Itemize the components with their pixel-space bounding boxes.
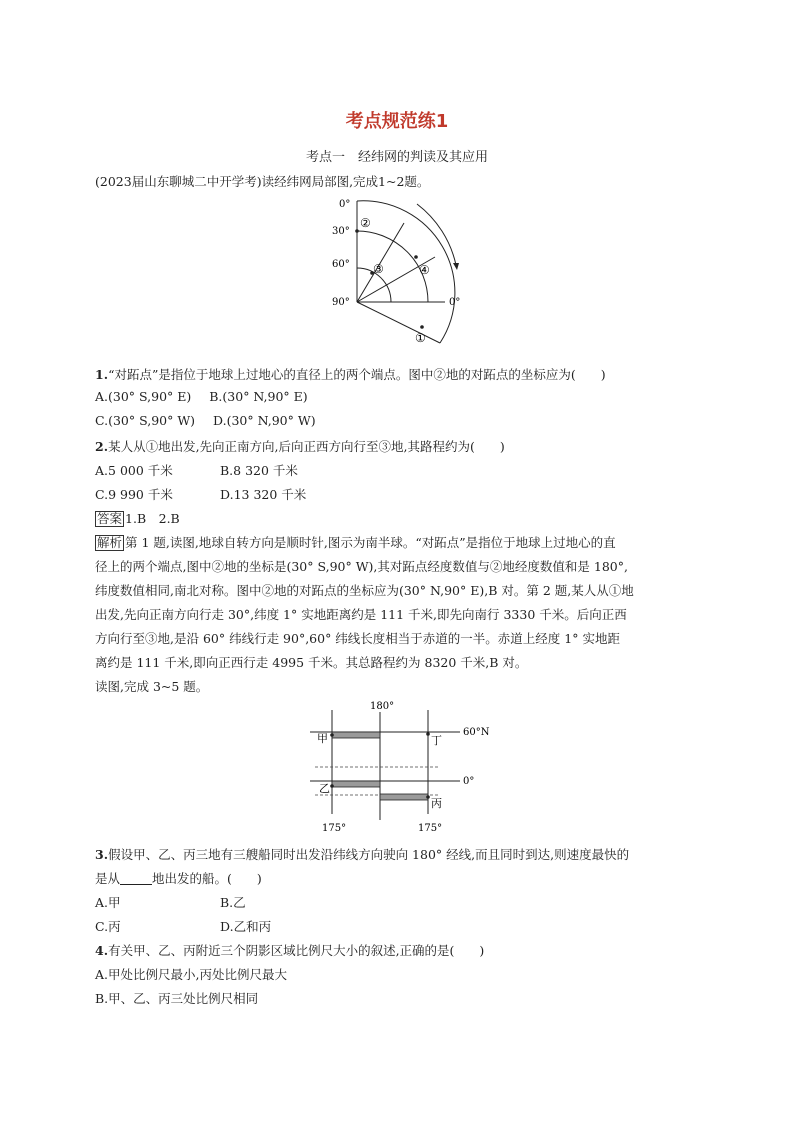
- question-1: 1.“对跖点”是指位于地球上过地心的直径上的两个端点。图中②地的对跖点的坐标应为( ): [95, 367, 606, 382]
- label-175-right: 175°: [418, 823, 443, 834]
- arrow-head-icon: [453, 263, 459, 270]
- label-180: 180°: [370, 701, 395, 712]
- question-2-options-cd: C.9 990 千米 D.13 320 千米: [95, 487, 307, 502]
- marker-4: ④: [419, 263, 430, 277]
- marker-1: ①: [415, 331, 426, 345]
- analysis-tag: 解析: [97, 535, 123, 550]
- analysis-line-6: 离约是 111 千米,即向正西行走 4995 千米。其总路程约为 8320 千米,B 对。: [95, 655, 528, 670]
- place-yi: 乙: [319, 782, 330, 795]
- question-3-options-ab: A.甲 B.乙: [95, 895, 246, 910]
- label-90: 90°: [332, 297, 350, 308]
- place-jia: 甲: [317, 732, 328, 745]
- marker-2: ②: [360, 216, 371, 230]
- graticule-figure: [325, 193, 470, 348]
- page-title: 考点规范练1: [345, 111, 449, 132]
- analysis-line-1: 解析 第 1 题,读图,地球自转方向是顺时针,图示为南半球。“对跖点”是指位于地球上过地心的直: [97, 535, 616, 550]
- question-4-option-a: A.甲处比例尺最小,丙处比例尺最大: [95, 967, 287, 982]
- question-3: 3.假设甲、乙、丙三地有三艘船同时出发沿纬线方向驶向 180° 经线,而且同时到达,则速度最快的: [95, 847, 630, 862]
- question-2-options-ab: A.5 000 千米 B.8 320 千米: [95, 463, 298, 478]
- rotation-arrow: [417, 204, 456, 265]
- question-4: 4.有关甲、乙、丙附近三个阴影区域比例尺大小的叙述,正确的是( ): [95, 943, 485, 958]
- place-bing: 丙: [431, 797, 442, 810]
- answer-line: 答案 1.B 2.B: [97, 511, 180, 526]
- question-4-option-b: B.甲、乙、丙三处比例尺相同: [95, 991, 259, 1006]
- analysis-line-4: 出发,先向正南方向行走 30°,纬度 1° 实地距离约是 111 千米,即先向南行 3330 千米。后向正西: [95, 607, 627, 622]
- label-60n: 60°N: [463, 727, 490, 738]
- label-0-right: 0°: [449, 297, 461, 308]
- question-3-line-2: 是从 地出发的船。( ): [95, 871, 262, 886]
- answer-tag: 答案: [97, 511, 123, 526]
- question-3-options-cd: C.丙 D.乙和丙: [95, 919, 272, 934]
- place-ding: 丁: [431, 734, 442, 747]
- analysis-line-2: 径上的两个端点,图中②地的坐标是(30° S,90° W),其对跖点经度数值与②地经度数值和是 180°,: [95, 559, 628, 574]
- label-175-left: 175°: [322, 823, 347, 834]
- label-30: 30°: [332, 226, 350, 237]
- analysis-line-5: 方向行至③地,是沿 60° 纬线行走 90°,60° 纬线长度相当于赤道的一半。赤道上经度 1° 实地距: [95, 631, 620, 646]
- intro-3-5: 读图,完成 3~5 题。: [95, 679, 209, 694]
- marker-3: ③: [373, 262, 384, 276]
- shaded-area-yi: [332, 781, 380, 787]
- question-1-options-ab: A.(30° S,90° E) B.(30° N,90° E): [95, 389, 308, 404]
- section-heading: 考点一 经纬网的判读及其应用: [305, 150, 488, 165]
- meridian-south: [357, 302, 440, 343]
- intro-1-2: (2023届山东聊城二中开学考)读经纬网局部图,完成1~2题。: [95, 174, 430, 189]
- dateline-figure: [300, 700, 500, 835]
- label-0-top: 0°: [339, 199, 351, 210]
- shaded-area-bing: [380, 794, 428, 800]
- label-60: 60°: [332, 259, 350, 270]
- question-2: 2.某人从①地出发,先向正南方向,后向正西方向行至③地,其路程约为( ): [95, 439, 505, 454]
- shaded-area-jia: [332, 732, 380, 738]
- analysis-line-3: 纬度数值相同,南北对称。图中②地的对跖点的坐标应为(30° N,90° E),B 对。第 2 题,某人从①地: [95, 583, 634, 598]
- question-1-options-cd: C.(30° S,90° W) D.(30° N,90° W): [95, 413, 316, 428]
- answer-blank[interactable]: [120, 872, 152, 885]
- label-equator: 0°: [463, 776, 475, 787]
